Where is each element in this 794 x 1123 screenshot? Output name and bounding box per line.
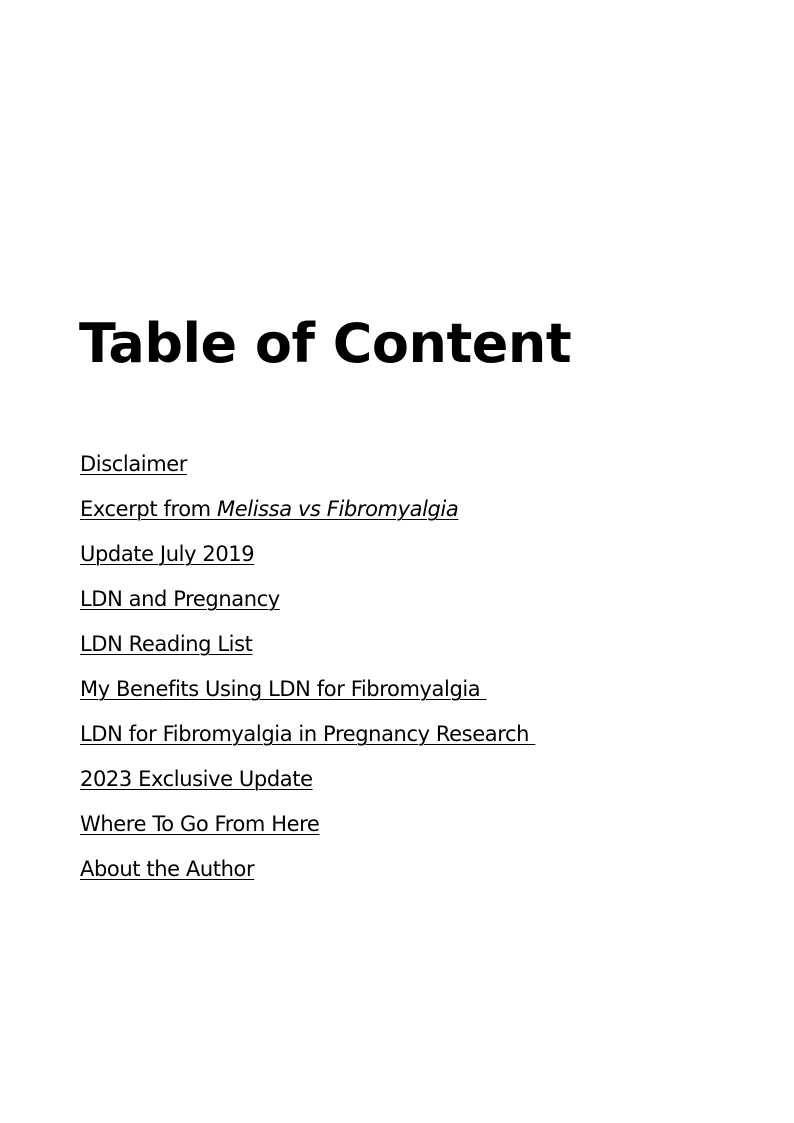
toc-link-about-author[interactable]: About the Author: [80, 857, 255, 881]
toc-link-disclaimer[interactable]: Disclaimer: [80, 452, 188, 476]
toc-item-pregnancy-research: [80, 719, 535, 764]
toc-link-excerpt-prefix: Excerpt from: [80, 497, 218, 521]
toc-item-disclaimer: [80, 449, 535, 494]
toc-link-2023-update[interactable]: 2023 Exclusive Update: [80, 767, 313, 791]
toc-link-reading-list[interactable]: LDN Reading List: [80, 632, 253, 656]
page-title: Table of Content: [79, 312, 572, 375]
toc-link-my-benefits[interactable]: My Benefits Using LDN for Fibromyalgia: [80, 677, 487, 701]
toc-item-2023-update: [80, 764, 535, 809]
toc-link-update-2019[interactable]: Update July 2019: [80, 542, 255, 566]
toc-item-reading-list: [80, 629, 535, 674]
toc-item-update-2019: [80, 539, 535, 584]
toc-item-my-benefits: [80, 674, 535, 719]
toc-link-pregnancy-research[interactable]: LDN for Fibromyalgia in Pregnancy Research: [80, 722, 536, 746]
toc-item-about-author: [80, 854, 535, 899]
toc-link-ldn-pregnancy[interactable]: LDN and Pregnancy: [80, 587, 280, 611]
toc-item-excerpt: [80, 494, 535, 539]
toc-item-ldn-pregnancy: [80, 584, 535, 629]
toc-link-excerpt-book-title: Melissa vs Fibromyalgia: [217, 497, 459, 521]
toc-link-where-to-go[interactable]: Where To Go From Here: [80, 812, 320, 836]
table-of-contents-list: [80, 449, 535, 899]
toc-item-where-to-go: [80, 809, 535, 854]
toc-link-excerpt[interactable]: [80, 497, 458, 521]
